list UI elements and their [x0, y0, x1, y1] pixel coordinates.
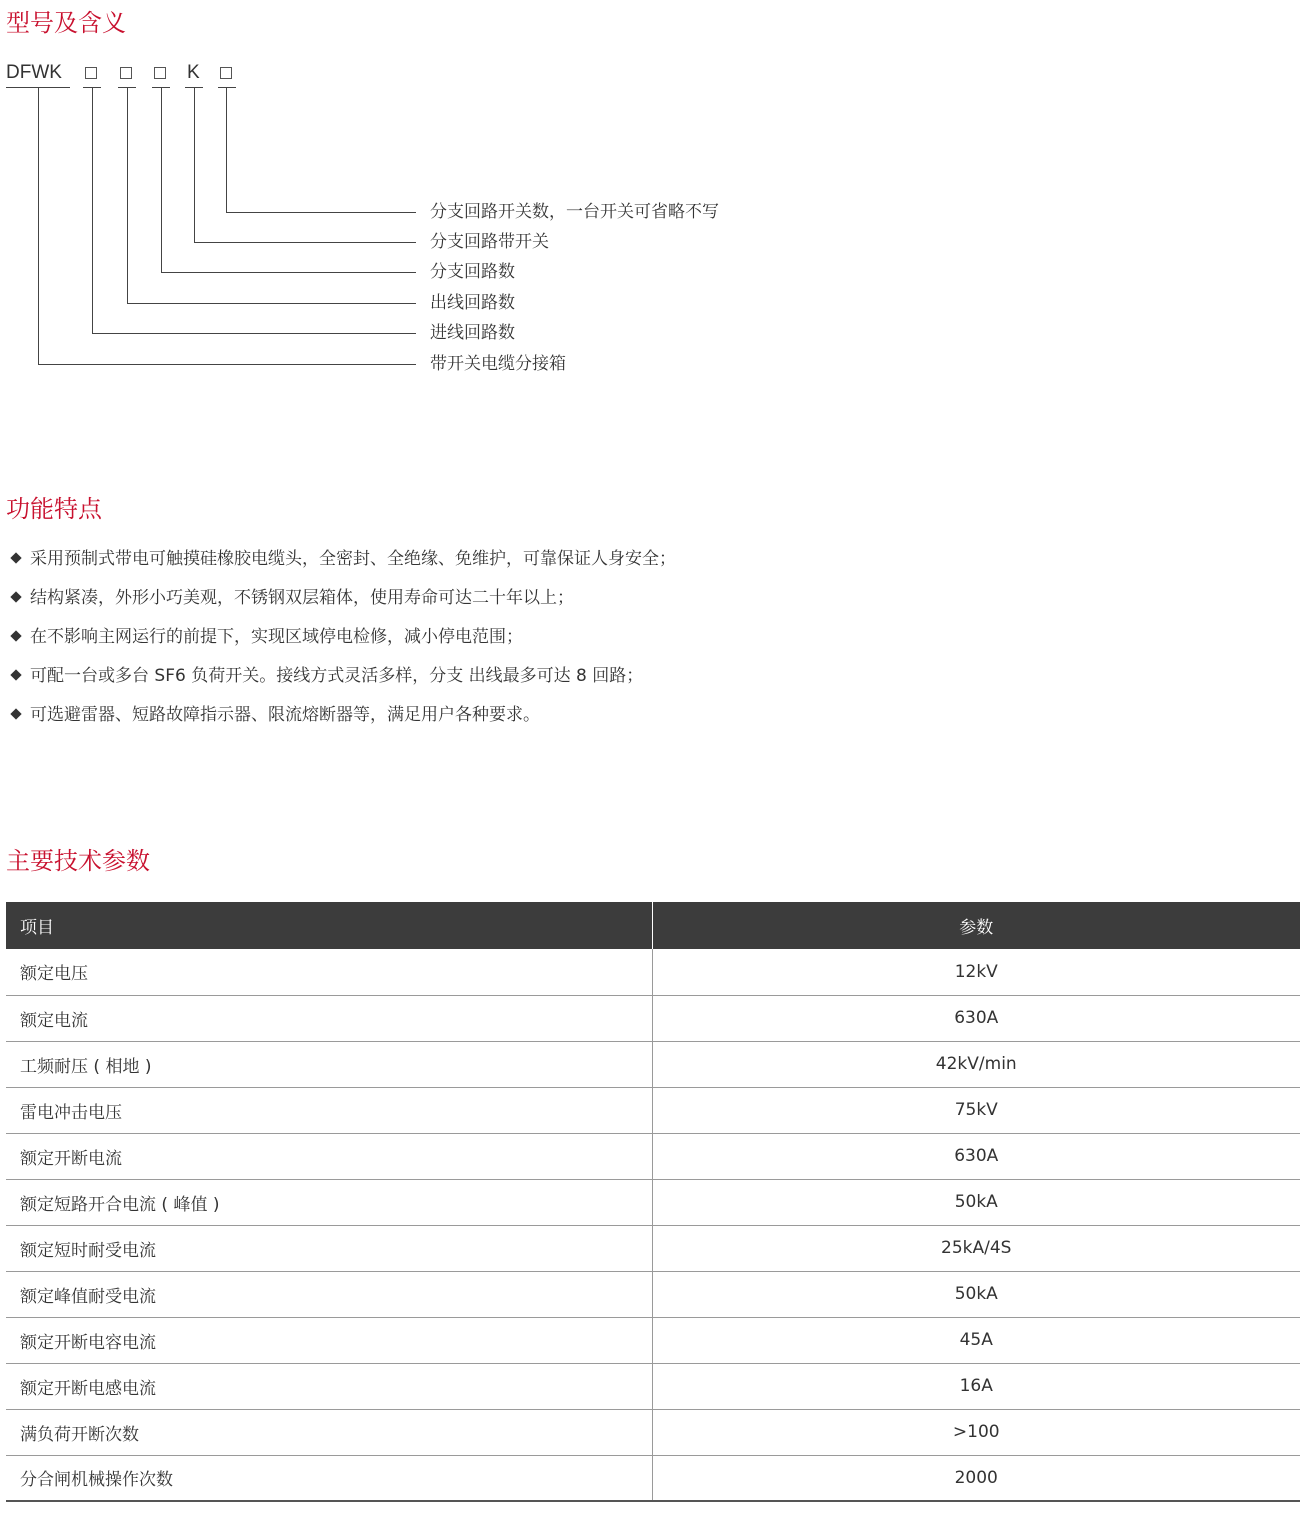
row-item: 额定开断电感电流 [6, 1363, 652, 1409]
meaning-outgoing-count: 出线回路数 [430, 293, 515, 313]
row-param: 50kA [652, 1271, 1300, 1317]
row-param: 630A [652, 1133, 1300, 1179]
row-item: 雷电冲击电压 [6, 1087, 652, 1133]
diamond-bullet-icon [10, 591, 21, 602]
row-param: 12kV [652, 949, 1300, 995]
row-item: 额定开断电容电流 [6, 1317, 652, 1363]
meaning-branch-switch: 分支回路带开关 [430, 232, 549, 252]
table-row [6, 1363, 1300, 1409]
model-k-letter: K [187, 62, 200, 83]
leader-line [127, 88, 128, 303]
table-row [6, 1225, 1300, 1271]
leader-line [194, 242, 416, 243]
row-param: 45A [652, 1317, 1300, 1363]
row-item: 额定电流 [6, 995, 652, 1041]
table-row [6, 995, 1300, 1041]
code-box-switch-count [220, 67, 232, 79]
feature-text: 可配一台或多台 SF6 负荷开关。接线方式灵活多样，分支 出线最多可达 8 回路； [30, 666, 644, 686]
feature-list [8, 545, 676, 740]
row-item: 额定开断电流 [6, 1133, 652, 1179]
row-param: 16A [652, 1363, 1300, 1409]
row-item: 分合闸机械操作次数 [6, 1455, 652, 1501]
code-box-outgoing [120, 67, 132, 79]
code-box-branch [154, 67, 166, 79]
header-param: 参数 [652, 902, 1300, 949]
table-row [6, 1041, 1300, 1087]
section-title-features: 功能特点 [6, 495, 102, 523]
leader-line [161, 272, 416, 273]
feature-item [8, 584, 676, 623]
leader-line [194, 88, 195, 242]
table-row [6, 1455, 1300, 1501]
leader-line [92, 88, 93, 333]
spec-table [6, 902, 1300, 1502]
row-param: 2000 [652, 1455, 1300, 1501]
leader-line [226, 88, 227, 212]
feature-item [8, 545, 676, 584]
leader-line [161, 88, 162, 272]
section-title-model: 型号及含义 [6, 9, 126, 37]
table-row [6, 1087, 1300, 1133]
feature-item [8, 623, 676, 662]
leader-line [38, 364, 416, 365]
code-box-incoming [85, 67, 97, 79]
meaning-branch-count: 分支回路数 [430, 262, 515, 282]
row-param: 42kV/min [652, 1041, 1300, 1087]
meaning-switch-count: 分支回路开关数，一台开关可省略不写 [430, 202, 719, 222]
table-header-row [6, 902, 1300, 949]
table-row [6, 1409, 1300, 1455]
table-row [6, 1271, 1300, 1317]
row-item: 额定峰值耐受电流 [6, 1271, 652, 1317]
feature-text: 结构紧凑，外形小巧美观，不锈钢双层箱体，使用寿命可达二十年以上； [30, 588, 574, 608]
row-param: 25kA/4S [652, 1225, 1300, 1271]
row-param: 50kA [652, 1179, 1300, 1225]
diamond-bullet-icon [10, 669, 21, 680]
diamond-bullet-icon [10, 708, 21, 719]
model-code-diagram [0, 55, 800, 385]
leader-line [38, 88, 39, 364]
table-row [6, 1133, 1300, 1179]
row-item: 额定短时耐受电流 [6, 1225, 652, 1271]
diamond-bullet-icon [10, 552, 21, 563]
header-item: 项目 [6, 902, 652, 949]
leader-line [92, 333, 416, 334]
meaning-incoming-count: 进线回路数 [430, 323, 515, 343]
model-prefix: DFWK [6, 62, 62, 83]
feature-item [8, 662, 676, 701]
section-title-params: 主要技术参数 [6, 847, 150, 875]
row-param: >100 [652, 1409, 1300, 1455]
leader-line [127, 303, 416, 304]
table-row [6, 1317, 1300, 1363]
row-item: 工频耐压 ( 相地 ) [6, 1041, 652, 1087]
row-param: 630A [652, 995, 1300, 1041]
row-item: 满负荷开断次数 [6, 1409, 652, 1455]
feature-text: 在不影响主网运行的前提下，实现区域停电检修，减小停电范围； [30, 627, 523, 647]
table-row [6, 1179, 1300, 1225]
meaning-product-name: 带开关电缆分接箱 [430, 354, 566, 374]
row-item: 额定短路开合电流 ( 峰值 ) [6, 1179, 652, 1225]
leader-line [226, 212, 416, 213]
diamond-bullet-icon [10, 630, 21, 641]
row-item: 额定电压 [6, 949, 652, 995]
feature-item [8, 701, 676, 740]
feature-text: 可选避雷器、短路故障指示器、限流熔断器等，满足用户各种要求。 [30, 705, 540, 725]
row-param: 75kV [652, 1087, 1300, 1133]
box-underline [218, 87, 236, 88]
table-row [6, 949, 1300, 995]
feature-text: 采用预制式带电可触摸硅橡胶电缆头，全密封、全绝缘、免维护，可靠保证人身安全； [30, 549, 676, 569]
